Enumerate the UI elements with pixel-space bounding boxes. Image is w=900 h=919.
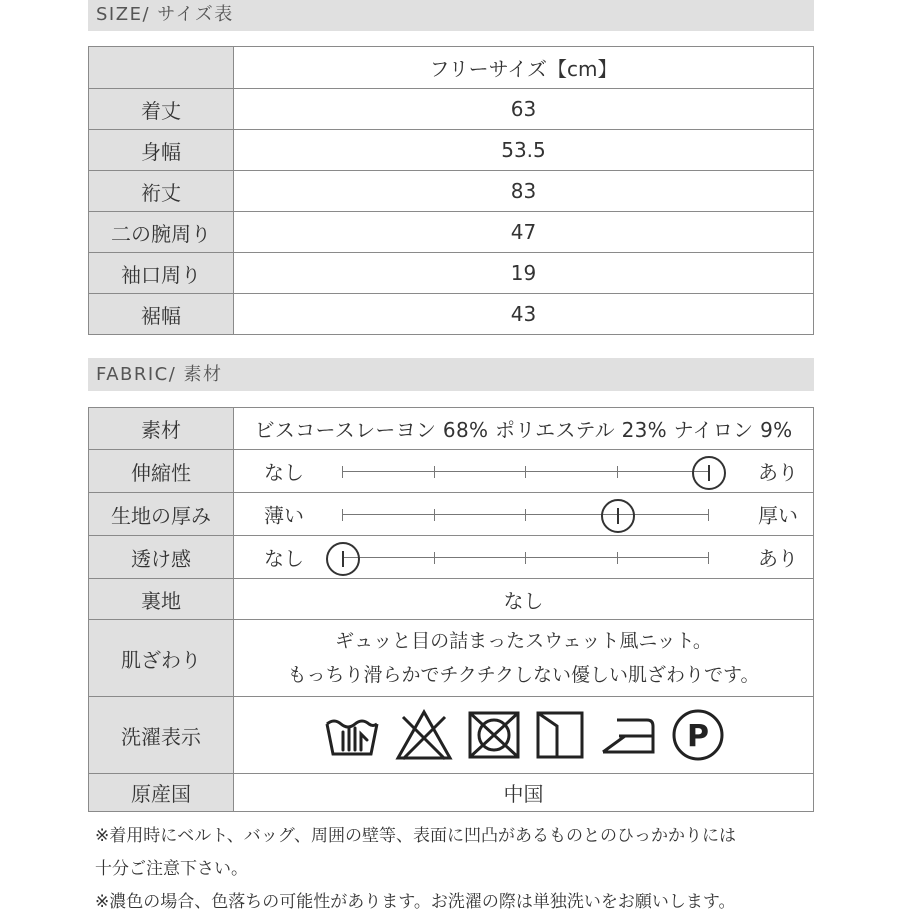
material-value: ビスコースレーヨン 68% ポリエステル 23% ナイロン 9% bbox=[234, 408, 814, 450]
table-row bbox=[89, 697, 814, 774]
stretch-scale-max: あり bbox=[758, 460, 798, 485]
stretch-label: 伸縮性 bbox=[89, 450, 234, 493]
table-row bbox=[89, 408, 814, 450]
row-value: 19 bbox=[234, 253, 814, 294]
scale-tick bbox=[434, 509, 435, 521]
dry-clean-letter: P bbox=[686, 719, 709, 754]
thickness-scale-min: 薄い bbox=[264, 503, 304, 528]
texture-label: 肌ざわり bbox=[89, 620, 234, 697]
thickness-label: 生地の厚み bbox=[89, 493, 234, 536]
table-row bbox=[89, 89, 814, 130]
scale-tick bbox=[525, 466, 526, 478]
table-row bbox=[89, 579, 814, 620]
scale-marker bbox=[326, 542, 360, 576]
scale-marker bbox=[692, 456, 726, 490]
material-label: 素材 bbox=[89, 408, 234, 450]
row-label: 身幅 bbox=[89, 130, 234, 171]
stretch-scale-min: なし bbox=[264, 460, 304, 485]
line-dry-shade-icon bbox=[535, 710, 585, 760]
sheerness-scale-track bbox=[342, 557, 708, 558]
table-row bbox=[89, 774, 814, 812]
texture-line-2: もっちり滑らかでチクチクしない優しい肌ざわりです。 bbox=[287, 664, 760, 686]
no-bleach-icon bbox=[395, 709, 453, 761]
fabric-table bbox=[88, 407, 814, 812]
row-label: 袖口周り bbox=[89, 253, 234, 294]
scale-tick bbox=[342, 466, 343, 478]
thickness-scale-track bbox=[342, 514, 708, 515]
scale-tick bbox=[708, 509, 709, 521]
row-label: 二の腕周り bbox=[89, 212, 234, 253]
texture-value bbox=[234, 620, 814, 697]
no-tumble-dry-icon bbox=[467, 710, 521, 760]
row-value: 43 bbox=[234, 294, 814, 335]
table-row bbox=[89, 130, 814, 171]
size-section-title: SIZE/ サイズ表 bbox=[88, 0, 814, 31]
size-header-empty bbox=[89, 47, 234, 89]
row-value: 53.5 bbox=[234, 130, 814, 171]
scale-tick bbox=[617, 466, 618, 478]
row-value: 63 bbox=[234, 89, 814, 130]
scale-tick bbox=[708, 552, 709, 564]
scale-marker bbox=[601, 499, 635, 533]
sheerness-label: 透け感 bbox=[89, 536, 234, 579]
table-row bbox=[89, 253, 814, 294]
size-table bbox=[88, 46, 814, 335]
row-value: 47 bbox=[234, 212, 814, 253]
sheerness-scale-max: あり bbox=[758, 546, 798, 571]
scale-tick bbox=[525, 552, 526, 564]
stretch-scale-track bbox=[342, 471, 708, 472]
table-row bbox=[89, 536, 814, 579]
table-row bbox=[89, 620, 814, 697]
note-line-3: ※濃色の場合、色落ちの可能性があります。お洗濯の際は単独洗いをお願いします。 bbox=[95, 892, 736, 912]
care-label: 洗濯表示 bbox=[89, 697, 234, 774]
low-iron-icon bbox=[599, 712, 657, 758]
row-label: 裄丈 bbox=[89, 171, 234, 212]
note-line-2: 十分ご注意下さい。 bbox=[95, 859, 248, 879]
table-row bbox=[89, 212, 814, 253]
sheerness-scale bbox=[234, 536, 814, 579]
notes bbox=[95, 820, 815, 919]
table-row bbox=[89, 493, 814, 536]
fabric-section-title: FABRIC/ 素材 bbox=[88, 358, 814, 391]
scale-tick bbox=[525, 509, 526, 521]
size-header-label: フリーサイズ【cm】 bbox=[234, 47, 814, 89]
hand-wash-icon bbox=[323, 710, 381, 760]
scale-tick bbox=[617, 552, 618, 564]
origin-value: 中国 bbox=[234, 774, 814, 812]
dry-clean-p-icon bbox=[671, 708, 725, 762]
stretch-scale bbox=[234, 450, 814, 493]
scale-tick bbox=[342, 509, 343, 521]
table-row bbox=[89, 171, 814, 212]
scale-tick bbox=[434, 552, 435, 564]
lining-value: なし bbox=[234, 579, 814, 620]
origin-label: 原産国 bbox=[89, 774, 234, 812]
thickness-scale bbox=[234, 493, 814, 536]
row-label: 裾幅 bbox=[89, 294, 234, 335]
table-row bbox=[89, 294, 814, 335]
note-line-1: ※着用時にベルト、バッグ、周囲の壁等、表面に凹凸があるものとのひっかかりには bbox=[95, 826, 737, 846]
scale-tick bbox=[434, 466, 435, 478]
table-row bbox=[89, 450, 814, 493]
texture-line-1: ギュッと目の詰まったスウェット風ニット。 bbox=[335, 630, 712, 652]
sheerness-scale-min: なし bbox=[264, 546, 304, 571]
row-label: 着丈 bbox=[89, 89, 234, 130]
lining-label: 裏地 bbox=[89, 579, 234, 620]
thickness-scale-max: 厚い bbox=[758, 503, 798, 528]
care-icons bbox=[234, 697, 814, 774]
row-value: 83 bbox=[234, 171, 814, 212]
size-table-header-row bbox=[89, 47, 814, 89]
